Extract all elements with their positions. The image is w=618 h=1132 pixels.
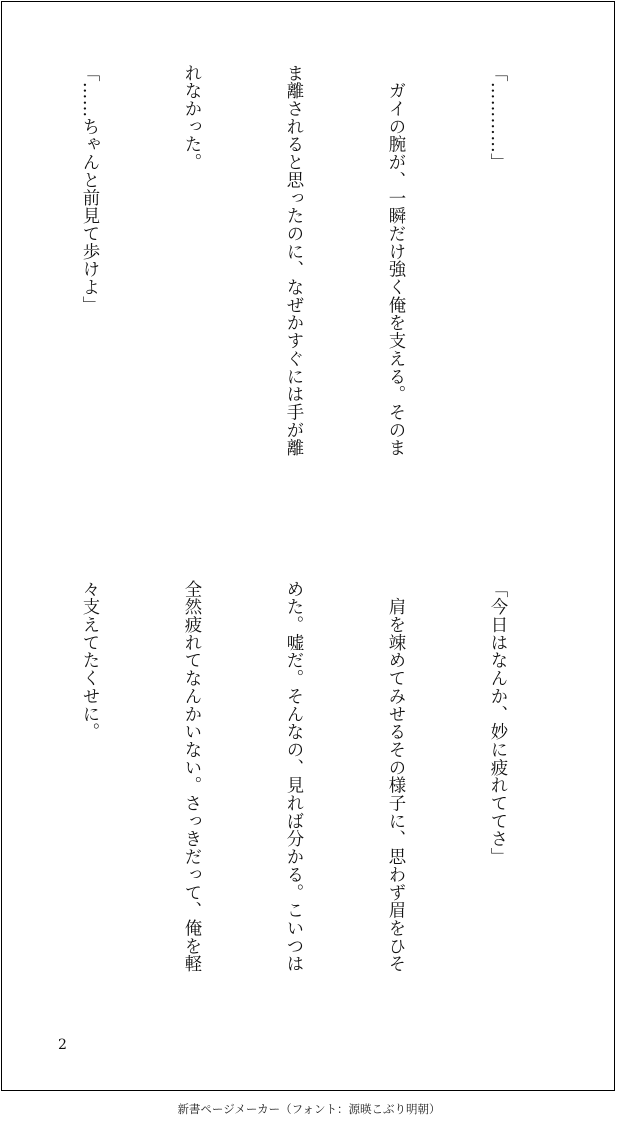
text-line: 肩を竦めてみせるその様子に、思わず眉をひそ <box>385 580 405 973</box>
text-line: ま離されると思ったのに、なぜかすぐには手が離 <box>283 64 303 457</box>
page-number: 2 <box>58 1037 67 1053</box>
upper-text-block <box>42 64 582 544</box>
page-frame <box>1 1 615 1091</box>
text-line <box>0 580 4 980</box>
text-line: 「…………」 <box>487 64 507 172</box>
text-line: 全然疲れてなんかいない。さっきだって、俺を軽 <box>181 580 201 973</box>
text-line: 々支えてたくせに。 <box>79 580 99 741</box>
text-line <box>0 64 4 544</box>
text-line: 「……ちゃんと前見て歩けよ」 <box>79 64 99 314</box>
text-line: 「今日はなんか、妙に疲れててさ」 <box>487 580 507 866</box>
footer-credit: 新書ページメーカー（フォント：源暎こぶり明朝） <box>177 1102 441 1116</box>
text-line: めた。嘘だ。そんなの、見れば分かる。こいつは <box>283 580 303 973</box>
text-line: れなかった。 <box>181 64 201 172</box>
lower-text-block <box>42 580 582 980</box>
text-line: ガイの腕が、一瞬だけ強く俺を支える。そのま <box>385 64 405 457</box>
